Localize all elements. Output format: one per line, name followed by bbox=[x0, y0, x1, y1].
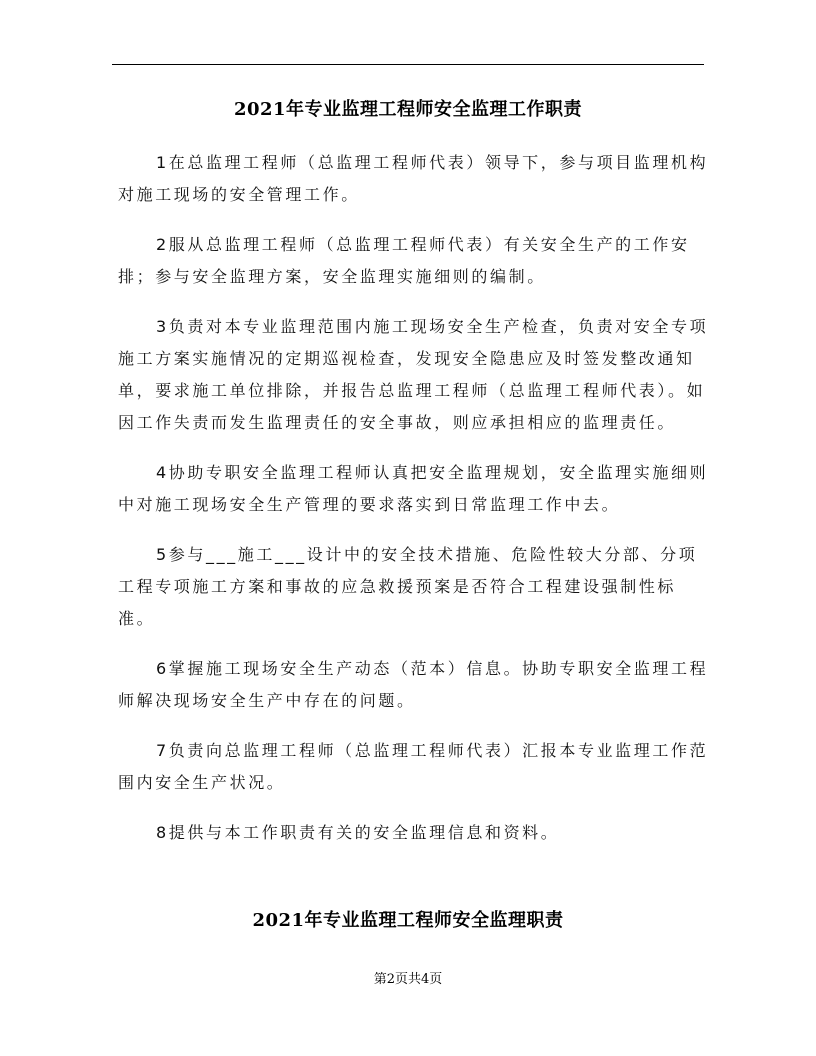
document-title: 2021年专业监理工程师安全监理工作职责 bbox=[233, 99, 583, 120]
paragraph-3: 3负责对本专业监理范围内施工现场安全生产检查，负责对安全专项施工方案实施情况的定期巡视检查，发现安全隐患应及时签发整改通知单，要求施工单位排除，并报告总监理工程师（总监理工程师代表）。如因工作失责而发生监理责任的安全事故，则应承担相应的监理责任。 bbox=[118, 317, 709, 432]
paragraph-5: 5参与___施工___设计中的安全技术措施、危险性较大分部、分项工程专项施工方案和事故的应急救援预案是否符合工程建设强制性标准。 bbox=[118, 545, 698, 628]
paragraph-1: 1在总监理工程师（总监理工程师代表）领导下，参与项目监理机构对施工现场的安全管理工作。 bbox=[118, 153, 709, 204]
header-rule bbox=[112, 64, 704, 65]
paragraph-6: 6掌握施工现场安全生产动态（范本）信息。协助专职安全监理工程师解决现场安全生产中存在的问题。 bbox=[118, 659, 709, 710]
next-section-title: 2021年专业监理工程师安全监理职责 bbox=[252, 910, 564, 931]
paragraph-8: 8提供与本工作职责有关的安全监理信息和资料。 bbox=[156, 823, 560, 842]
paragraph-7: 7负责向总监理工程师（总监理工程师代表）汇报本专业监理工作范围内安全生产状况。 bbox=[118, 741, 709, 792]
paragraph-2: 2服从总监理工程师（总监理工程师代表）有关安全生产的工作安排；参与安全监理方案，安全监理实施细则的编制。 bbox=[118, 235, 690, 286]
document-body bbox=[118, 147, 710, 867]
paragraph-4: 4协助专职安全监理工程师认真把安全监理规划，安全监理实施细则中对施工现场安全生产管理的要求落实到日常监理工作中去。 bbox=[118, 463, 709, 514]
page-number-footer: 第2页共4页 bbox=[373, 972, 443, 987]
